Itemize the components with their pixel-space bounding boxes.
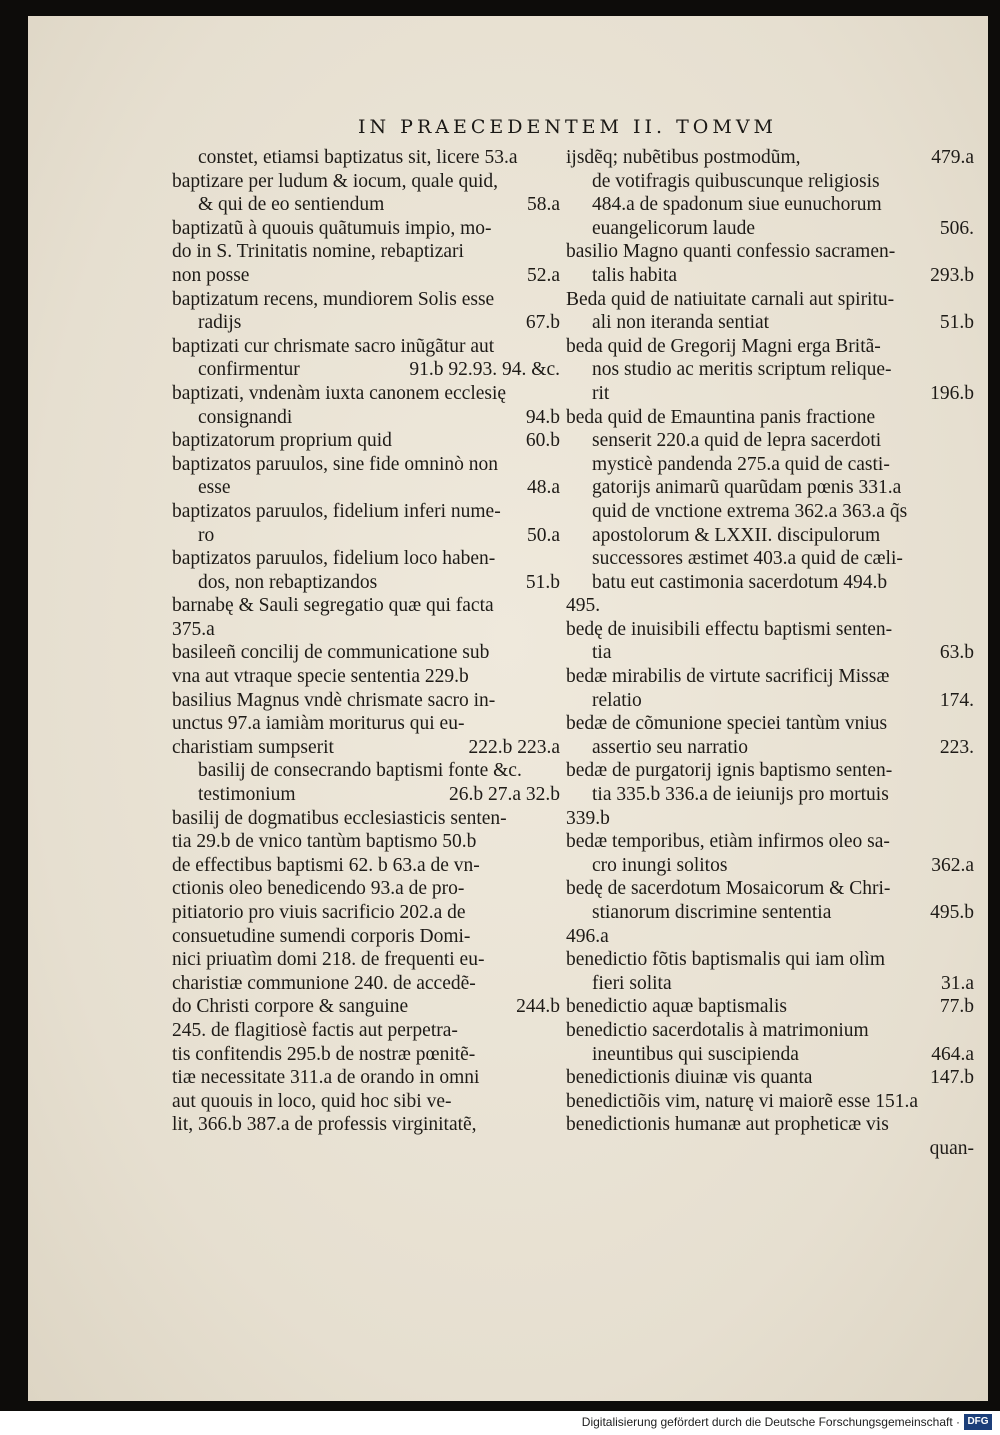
index-line-text: baptizatũ à quouis quãtumuis impio, mo- (172, 217, 492, 239)
index-line-text: & qui de eo sentiendum (198, 194, 385, 216)
index-line-text: vna aut vtraque specie sententia 229.b (172, 666, 469, 688)
index-line-text: basilius Magnus vndè chrismate sacro in- (172, 689, 496, 711)
index-line-text: baptizati, vndenàm iuxta canonem ecclesię (172, 382, 507, 404)
index-line (172, 783, 560, 807)
index-line (566, 1066, 974, 1090)
index-line (172, 193, 560, 217)
index-line-text: mysticè pandenda 275.a quid de casti- (592, 453, 890, 475)
index-line-text: bedę de inuisibili effectu baptismi senten- (566, 618, 893, 640)
index-line-text: bedę de sacerdotum Mosaicorum & Chri- (566, 878, 891, 900)
index-line-text: 495. (566, 595, 601, 617)
funding-note: Digitalisierung gefördert durch die Deutsche Forschungsgemeinschaft · (581, 1415, 960, 1429)
index-line-text: bedæ de cõmunione speciei tantùm vnius (566, 713, 888, 735)
index-line-text: barnabę & Sauli segregatio quæ qui facta (172, 595, 494, 617)
index-line-text: rit (592, 382, 610, 404)
index-line (172, 264, 560, 288)
index-line (566, 453, 974, 477)
page-reference: 174. (939, 689, 974, 711)
index-line-text: esse (198, 477, 231, 499)
page-reference: 293.b (930, 264, 974, 286)
index-line-text: do Christi corpore & sanguine (172, 996, 409, 1018)
index-line (566, 689, 974, 713)
page-reference: 31.a (940, 972, 974, 994)
index-line-text: gatorijs animarũ quarũdam pœnis 331.a (592, 477, 902, 499)
index-line-text: cro inungi solitos (592, 854, 728, 876)
index-line-text: batu eut castimonia sacerdotum 494.b (592, 571, 888, 593)
index-line (566, 500, 974, 524)
index-line-text: tia 335.b 336.a de ieiunijs pro mortuis (592, 784, 889, 806)
index-line (566, 311, 974, 335)
index-line (172, 901, 560, 925)
index-line-text: charistiam sumpserit (172, 736, 334, 758)
index-line (172, 665, 560, 689)
index-line (566, 547, 974, 571)
index-line-text: 339.b (566, 807, 610, 829)
index-line-text: tis confitendis 295.b de nostræ pœnitẽ- (172, 1043, 476, 1065)
index-line (172, 759, 560, 783)
index-line (172, 476, 560, 500)
index-line-text: radijs (198, 312, 242, 334)
index-line-text: tia 29.b de vnico tantùm baptismo 50.b (172, 831, 477, 853)
index-line-text: senserit 220.a quid de lepra sacerdoti (592, 430, 882, 452)
page-reference: 91.b 92.93. 94. &c. (409, 359, 560, 381)
page-reference: 60.b (525, 430, 560, 452)
page-reference: 26.b 27.a 32.b (448, 784, 560, 806)
page-reference: 244.b (516, 996, 560, 1018)
index-line (566, 406, 974, 430)
index-line (566, 1113, 974, 1137)
index-line-text: nici priuatìm domi 218. de frequenti eu- (172, 949, 485, 971)
footer-bar (0, 1411, 1000, 1435)
page-reference: 196.b (930, 382, 974, 404)
index-line-text: ctionis oleo benedicendo 93.a de pro- (172, 878, 465, 900)
page-reference: 63.b (939, 642, 974, 664)
index-line (566, 854, 974, 878)
index-line (172, 170, 560, 194)
index-line (172, 146, 560, 170)
index-line (172, 406, 560, 430)
index-line (172, 1090, 560, 1114)
index-line (172, 358, 560, 382)
index-line (172, 429, 560, 453)
page-reference: 495.b (930, 902, 974, 923)
index-line-text: beda quid de Emauntina panis fractione (566, 406, 876, 428)
index-line-text: baptizatorum proprium quid (172, 430, 392, 452)
index-line-text: 245. de flagitiosè factis aut perpetra- (172, 1019, 458, 1041)
index-line (172, 1019, 560, 1043)
index-line-text: lit, 366.b 387.a de professis virginitatẽ, (172, 1114, 477, 1136)
index-line (566, 476, 974, 500)
index-line (172, 500, 560, 524)
index-line-text: benedictio aquæ baptismalis (566, 996, 787, 1018)
index-line-text: basilij de dogmatibus ecclesiasticis senten- (172, 807, 507, 829)
index-line-text: talis habita (592, 264, 678, 286)
index-line-text: charistiæ communione 240. de accedẽ- (172, 972, 476, 994)
running-head: IN PRAECEDENTEM II. TOMVM (358, 116, 777, 138)
index-line (566, 1043, 974, 1067)
index-line-text: relatio (592, 689, 642, 711)
page-reference: 222.b 223.a (468, 736, 560, 758)
index-line (172, 830, 560, 854)
index-line (566, 594, 974, 618)
index-line-text: tia (592, 642, 612, 664)
index-column-left (172, 146, 560, 1137)
index-line-text: quan- (929, 1137, 974, 1159)
index-line-text: tiæ necessitate 311.a de orando in omni (172, 1067, 480, 1089)
index-line-text: pitiatorio pro viuis sacrificio 202.a de (172, 902, 466, 923)
index-line-text: stianorum discrimine sententia (592, 902, 832, 923)
index-line (566, 358, 974, 382)
index-line (566, 429, 974, 453)
index-line-text: bedæ mirabilis de virtute sacrificij Missæ (566, 666, 890, 688)
index-line (566, 759, 974, 783)
index-line (172, 547, 560, 571)
index-line-text: unctus 97.a iamiàm moriturus qui eu- (172, 713, 465, 735)
index-line (172, 453, 560, 477)
page-reference: 51.b (939, 312, 974, 334)
index-line (172, 288, 560, 312)
index-line (566, 382, 974, 406)
index-line (172, 524, 560, 548)
index-line-text: dos, non rebaptizandos (198, 571, 378, 593)
index-line (566, 948, 974, 972)
index-line (566, 925, 974, 949)
index-line-text: do in S. Trinitatis nomine, rebaptizari (172, 241, 464, 263)
dfg-logo: DFG (964, 1414, 992, 1430)
index-line (172, 948, 560, 972)
index-line-text: ro (198, 524, 215, 546)
index-line (566, 783, 974, 807)
index-line-text: 484.a de spadonum siue eunuchorum (592, 194, 882, 216)
page-reference: 52.a (526, 264, 560, 286)
index-line (172, 594, 560, 618)
index-line-text: benedictio sacerdotalis à matrimonium (566, 1019, 869, 1041)
page-reference: 48.a (526, 477, 560, 499)
index-line (566, 217, 974, 241)
index-line-text: de votifragis quibuscunque religiosis (592, 170, 880, 192)
index-line-text: baptizatos paruulos, fidelium inferi nume- (172, 500, 501, 522)
index-line (172, 1043, 560, 1067)
index-line-text: fieri solita (592, 972, 672, 994)
index-line (566, 193, 974, 217)
index-line (566, 995, 974, 1019)
index-line-text: de effectibus baptismi 62. b 63.a de vn- (172, 854, 480, 876)
index-line-text: ali non iteranda sentiat (592, 312, 770, 334)
page-reference: 58.a (526, 194, 560, 216)
index-line (566, 972, 974, 996)
index-line (172, 995, 560, 1019)
index-line-text: 375.a (172, 618, 215, 640)
index-line (172, 972, 560, 996)
index-line-text: benedictio fõtis baptismalis qui iam olìm (566, 949, 885, 971)
page-reference: 51.b (525, 571, 560, 593)
index-line (566, 288, 974, 312)
index-line (566, 335, 974, 359)
index-line (566, 1090, 974, 1114)
index-line-text: assertio seu narratio (592, 736, 748, 758)
index-line (172, 854, 560, 878)
index-line-text: benedictionis diuinæ vis quanta (566, 1067, 813, 1089)
index-line-text: baptizatos paruulos, sine fide omninò non (172, 453, 499, 475)
index-column-right (566, 146, 974, 1161)
index-line (172, 641, 560, 665)
index-line (566, 830, 974, 854)
index-line-text: benedictiõis vim, naturę vi maiorẽ esse 151.a (566, 1090, 918, 1112)
index-line-text: nos studio ac meritis scriptum relique- (592, 359, 892, 381)
index-line-text: Beda quid de natiuitate carnali aut spiritu- (566, 288, 895, 310)
index-line (172, 925, 560, 949)
page-reference: 77.b (939, 996, 974, 1018)
index-line-text: euangelicorum laude (592, 217, 755, 239)
index-line (566, 571, 974, 595)
index-line-text: ijsdẽq; nubẽtibus postmodũm, (566, 147, 801, 168)
index-line-text: bedæ temporibus, etiàm infirmos oleo sa- (566, 831, 890, 853)
index-line (566, 264, 974, 288)
index-line (566, 170, 974, 194)
index-line (172, 571, 560, 595)
index-line (172, 712, 560, 736)
index-line (172, 311, 560, 335)
index-line-text: beda quid de Gregorij Magni erga Britã- (566, 335, 881, 357)
index-line (566, 901, 974, 925)
page-reference: 94.b (525, 406, 560, 428)
index-line (566, 1019, 974, 1043)
index-line (566, 641, 974, 665)
index-line (566, 618, 974, 642)
index-line-text: 496.a (566, 925, 609, 947)
page-reference: 147.b (930, 1067, 974, 1089)
page-reference: 506. (939, 217, 974, 239)
index-line (566, 807, 974, 831)
index-line-text: basilio Magno quanti confessio sacramen- (566, 241, 896, 263)
index-line (566, 1137, 974, 1161)
page-reference: 479.a (931, 147, 974, 168)
index-line (172, 736, 560, 760)
index-line-text: constet, etiamsi baptizatus sit, licere 53.a (198, 147, 518, 168)
index-line (566, 736, 974, 760)
index-line-text: non posse (172, 264, 250, 286)
index-line (172, 217, 560, 241)
index-line (566, 877, 974, 901)
index-line-text: apostolorum & LXXII. discipulorum (592, 524, 881, 546)
index-line-text: successores æstimet 403.a quid de cæli- (592, 548, 903, 570)
index-line-text: basileeñ concilij de communicatione sub (172, 642, 490, 664)
index-line-text: quid de vnctione extrema 362.a 363.a q̃s (592, 500, 908, 522)
index-line (172, 807, 560, 831)
index-line-text: baptizare per ludum & iocum, quale quid, (172, 170, 498, 192)
page-reference: 50.a (526, 524, 560, 546)
index-line (566, 665, 974, 689)
index-line-text: ineuntibus qui suscipienda (592, 1043, 799, 1065)
index-line (566, 712, 974, 736)
index-line (566, 240, 974, 264)
index-line-text: testimonium (198, 784, 296, 806)
index-line (566, 524, 974, 548)
index-line-text: consignandi (198, 406, 293, 428)
index-line (172, 877, 560, 901)
index-line-text: bedæ de purgatorij ignis baptismo senten- (566, 760, 893, 782)
index-line (172, 335, 560, 359)
page-reference: 223. (939, 736, 974, 758)
index-line (172, 240, 560, 264)
index-line (172, 618, 560, 642)
index-line-text: baptizati cur chrismate sacro inũgãtur aut (172, 335, 495, 357)
index-line-text: confirmentur (198, 359, 300, 381)
index-line (172, 1113, 560, 1137)
page-reference: 464.a (931, 1043, 974, 1065)
index-line (566, 146, 974, 170)
page-reference: 362.a (931, 854, 974, 876)
index-line-text: consuetudine sumendi corporis Domi- (172, 925, 471, 947)
index-line-text: baptizatos paruulos, fidelium loco haben- (172, 548, 496, 570)
index-line-text: basilij de consecrando baptismi fonte &c. (198, 760, 522, 782)
index-line-text: aut quouis in loco, quid hoc sibi ve- (172, 1090, 452, 1112)
index-line-text: baptizatum recens, mundiorem Solis esse (172, 288, 495, 310)
index-line (172, 1066, 560, 1090)
index-line (172, 382, 560, 406)
index-line (172, 689, 560, 713)
page-reference: 67.b (525, 312, 560, 334)
index-line-text: benedictionis humanæ aut propheticæ vis (566, 1114, 889, 1136)
book-page (28, 16, 988, 1401)
